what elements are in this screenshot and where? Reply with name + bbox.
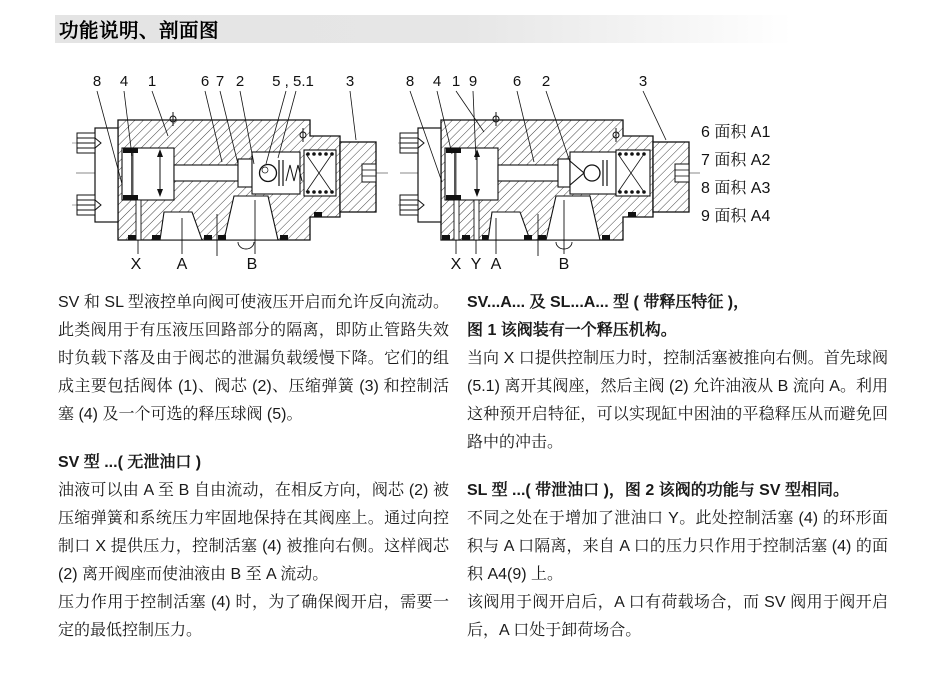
area-legend xyxy=(701,119,770,231)
figure-2-sl-valve-section xyxy=(398,64,708,281)
port-label: B xyxy=(246,256,258,273)
port-label: X xyxy=(450,256,462,273)
port-channel-x xyxy=(136,200,141,240)
port-channel-x xyxy=(454,200,459,240)
part-label: 7 xyxy=(215,73,225,90)
spool-collar xyxy=(238,159,252,187)
plug-socket xyxy=(362,164,376,182)
plug-socket xyxy=(675,164,689,182)
right-text-column xyxy=(467,289,888,645)
part-label: 2 xyxy=(541,73,551,90)
port-channel-y xyxy=(474,200,479,240)
sv-type-heading: SV 型 ...( 无泄油口 ) xyxy=(58,454,202,471)
seal xyxy=(123,195,138,200)
legend-item: 6 面积 A1 xyxy=(701,124,771,141)
page-title: 功能说明、剖面图 xyxy=(59,20,220,42)
control-piston-chamber xyxy=(445,148,498,200)
sva-type-paragraph: 当向 X 口提供控制压力时，控制活塞被推向右侧。首先球阀 (5.1) 离开其阀座，然后主阀 (2) 允许油液从 B 流向 A。利用这种预开启特征，可以实现缸中困油的平稳释压从而避免回路中的冲击。 xyxy=(467,350,888,451)
sva-type-heading-line2: 图 1 该阀装有一个释压机构。 xyxy=(467,322,677,339)
part-label: 9 xyxy=(468,73,478,90)
figure-1-sv-valve-section xyxy=(72,64,402,281)
port-label: X xyxy=(130,256,142,273)
control-piston-chamber xyxy=(122,148,174,200)
spring-chamber xyxy=(304,150,336,196)
part-label: 3 xyxy=(638,73,648,90)
control-piston xyxy=(131,153,134,195)
legend-item: 9 面积 A4 xyxy=(701,208,771,225)
seal xyxy=(123,148,138,153)
sv-type-paragraph: 油液可以由 A 至 B 自由流动，在相反方向，阀芯 (2) 被压缩弹簧和系统压力牢固地保持在其阀座上。通过向控制口 X 提供压力，控制活塞 (4) 被推向右侧。这样阀芯 (2) 离开阀座而使油液由 B 至 A 流动。 xyxy=(58,482,449,583)
poppet-head xyxy=(584,165,600,181)
sl-type-paragraph: 不同之处在于增加了泄油口 Y。此处控制活塞 (4) 的环形面积与 A 口隔离，来自 A 口的压力只作用于控制活塞 (4) 的面积 A4(9) 上。 xyxy=(467,510,888,583)
part-label: 4 xyxy=(432,73,442,90)
legend-item: 7 面积 A2 xyxy=(701,152,771,169)
sl-usage-paragraph: 该阀用于阀开启后，A 口有荷载场合，而 SV 阀用于阀开启后，A 口处于卸荷场合。 xyxy=(467,594,888,639)
sl-type-heading: SL 型 ...( 带泄油口 )，图 2 该阀的功能与 SV 型相同。 xyxy=(467,482,849,499)
part-label: 6 xyxy=(512,73,522,90)
valve-cross-section-drawing-1 xyxy=(72,64,402,276)
part-label: 1 xyxy=(147,73,157,90)
part-label: 1 xyxy=(451,73,461,90)
port-label: Y xyxy=(470,256,482,273)
valve-cross-section-drawing-2 xyxy=(398,64,708,276)
section-header-bar xyxy=(55,15,792,43)
spool-stem xyxy=(174,165,238,181)
port-cavity-b xyxy=(224,196,278,240)
control-piston xyxy=(454,153,457,195)
min-pilot-pressure-paragraph: 压力作用于控制活塞 (4) 时，为了确保阀开启，需要一定的最低控制压力。 xyxy=(58,594,449,639)
intro-paragraph: SV 和 SL 型液控单向阀可使液压开启而允许反向流动。此类阀用于有压液压回路部分的隔离，即防止管路失效时负载下落及由于阀芯的泄漏负载缓慢下降。它们的组成主要包括阀体 (1)、阀芯 (2)、压缩弹簧 (3) 和控制活塞 (4) 及一个可选的释压球阀 (5)。 xyxy=(58,294,449,423)
spool-stem xyxy=(498,165,558,181)
release-ball xyxy=(260,165,277,182)
left-text-column xyxy=(58,289,449,645)
part-label: 6 xyxy=(200,73,210,90)
port-label: A xyxy=(176,256,188,273)
part-label: 8 xyxy=(92,73,102,90)
port-label: B xyxy=(558,256,570,273)
part-label: 3 xyxy=(345,73,355,90)
port-cavity-b xyxy=(546,196,600,240)
part-label: 5 , 5.1 xyxy=(272,73,314,90)
port-label: A xyxy=(490,256,502,273)
sva-type-heading-line1: SV...A... 及 SL...A... 型 ( 带释压特征 )， xyxy=(467,294,750,311)
seal xyxy=(446,148,461,153)
part-label: 4 xyxy=(119,73,129,90)
spool-collar xyxy=(558,159,570,187)
seal xyxy=(446,195,461,200)
spring-chamber xyxy=(616,150,650,196)
part-label: 2 xyxy=(235,73,245,90)
legend-item: 8 面积 A3 xyxy=(701,180,771,197)
part-label: 8 xyxy=(405,73,415,90)
